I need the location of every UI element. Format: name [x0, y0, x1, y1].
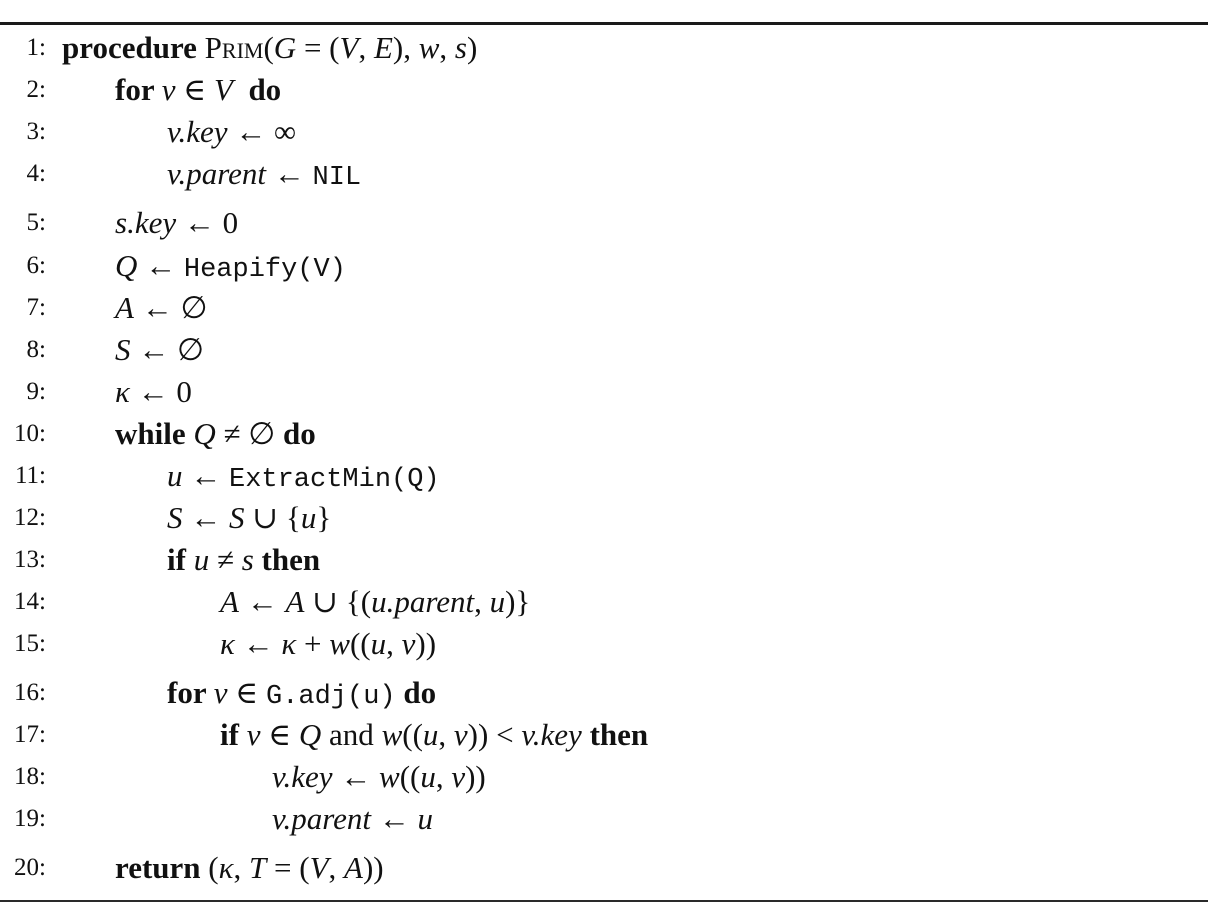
line-code: [167, 112, 296, 152]
math-token: ∈: [260, 717, 299, 752]
line-code: [220, 715, 648, 755]
line-number: 7:: [26, 294, 46, 321]
math-token: T: [249, 850, 267, 885]
math-token: ,: [438, 717, 454, 752]
math-token: v: [401, 626, 416, 661]
keyword: if: [220, 717, 247, 752]
math-token: )): [465, 759, 486, 794]
line-number: 18:: [14, 763, 46, 790]
function-call: ExtractMin(Q): [229, 465, 440, 495]
math-token: Q: [298, 717, 322, 752]
math-token: )): [362, 850, 384, 885]
math-token: s: [241, 542, 254, 577]
math-token: )) <: [467, 717, 522, 752]
line-code: [167, 154, 361, 198]
keyword: for: [115, 72, 162, 107]
function-call: NIL: [312, 163, 362, 193]
line-code: [115, 414, 316, 454]
math-token: ←: [238, 584, 286, 619]
math-token: κ: [220, 626, 235, 661]
line-code: [62, 28, 477, 68]
line-number: 13:: [14, 546, 46, 573]
math-token: u: [417, 801, 433, 836]
line-number: 3:: [26, 118, 46, 145]
math-token: ←: [234, 626, 282, 661]
line-number: 10:: [14, 420, 46, 447]
math-token: ∪ {(: [304, 584, 372, 619]
line-number: 16:: [14, 679, 46, 706]
keyword: for: [167, 675, 214, 710]
math-token: V: [309, 850, 329, 885]
line-code: [115, 848, 384, 888]
keyword: do: [395, 675, 437, 710]
keyword: procedure: [62, 30, 205, 65]
keyword: then: [253, 542, 321, 577]
math-token: ≠: [209, 542, 242, 577]
keyword: do: [232, 72, 282, 107]
math-token: E: [373, 30, 393, 65]
math-token: +: [296, 626, 330, 661]
math-token: A: [344, 850, 363, 885]
line-code: [220, 582, 530, 622]
keyword: return: [115, 850, 209, 885]
math-token: κ: [218, 850, 234, 885]
line-code: [167, 498, 331, 538]
math-token: ,: [386, 626, 402, 661]
math-token: S: [115, 332, 131, 367]
math-token: ,: [474, 584, 490, 619]
math-token: v: [161, 72, 176, 107]
keyword: do: [283, 416, 316, 451]
math-token: κ: [115, 374, 130, 409]
math-token: (: [263, 30, 274, 65]
math-token: ,: [358, 30, 374, 65]
math-token: ←: [182, 458, 229, 493]
math-token: u: [167, 458, 183, 493]
line-number: 5:: [26, 209, 46, 236]
math-token: ,: [439, 30, 455, 65]
math-token: u: [489, 584, 506, 619]
math-token: ,: [233, 850, 249, 885]
line-number: 4:: [26, 160, 46, 187]
line-code: [115, 288, 207, 328]
math-token: ←: [332, 759, 379, 794]
math-token: Q: [115, 248, 138, 283]
top-rule: [0, 22, 1208, 25]
math-token: u: [370, 626, 387, 661]
math-token: S: [229, 500, 245, 535]
math-token: u: [300, 500, 317, 535]
math-token: ←: [182, 500, 229, 535]
math-token: (: [208, 850, 219, 885]
line-number: 8:: [26, 336, 46, 363]
math-token: ,: [328, 850, 344, 885]
math-token: }: [316, 500, 332, 535]
math-token: ,: [435, 759, 452, 794]
math-token: ): [466, 30, 478, 65]
math-token: v.parent: [167, 156, 266, 191]
math-token: v.key: [167, 114, 228, 149]
math-token: w: [329, 626, 350, 661]
math-token: ←: [137, 248, 184, 283]
math-token: and: [321, 717, 382, 752]
line-number: 20:: [14, 854, 46, 881]
math-token: ←: [266, 156, 313, 191]
math-token: ((: [399, 759, 421, 794]
line-code: [167, 540, 320, 580]
line-code: [167, 456, 440, 500]
math-token: u: [422, 717, 439, 752]
math-token: ← ∞: [227, 114, 297, 149]
bottom-rule: [0, 900, 1208, 902]
math-token: A: [220, 584, 239, 619]
math-token: v.parent: [272, 801, 371, 836]
line-number: 19:: [14, 805, 46, 832]
math-token: κ: [281, 626, 297, 661]
math-token: w: [379, 759, 400, 794]
line-code: [115, 372, 192, 412]
keyword: while: [115, 416, 194, 451]
math-token: s: [454, 30, 467, 65]
line-number: 1:: [26, 34, 46, 61]
math-token: v: [451, 759, 466, 794]
math-token: ∈: [227, 675, 266, 710]
line-code: [115, 246, 346, 290]
line-code: [272, 757, 486, 797]
math-token: ←: [371, 801, 418, 836]
line-code: [220, 624, 436, 664]
line-number: 15:: [14, 630, 46, 657]
math-token: u: [420, 759, 436, 794]
line-code: [272, 799, 433, 839]
function-call: Heapify(V): [183, 255, 346, 285]
math-token: v.key: [272, 759, 333, 794]
math-token: ← 0: [129, 374, 192, 409]
math-token: v: [246, 717, 261, 752]
line-code: [167, 673, 436, 717]
line-number: 2:: [26, 76, 46, 103]
math-token: )): [415, 626, 437, 661]
math-token: ← 0: [176, 205, 239, 240]
line-number: 12:: [14, 504, 46, 531]
keyword: if: [167, 542, 194, 577]
line-number: 6:: [26, 252, 46, 279]
math-token: ((: [349, 626, 371, 661]
keyword: then: [581, 717, 649, 752]
math-token: u.parent: [371, 584, 475, 619]
math-token: ∈: [175, 72, 214, 107]
line-number: 17:: [14, 721, 46, 748]
math-token: ← ∅: [130, 332, 205, 367]
function-call: G.adj(u): [266, 682, 396, 712]
math-token: Prim: [204, 30, 264, 65]
math-token: A: [285, 584, 305, 619]
math-token: = (: [296, 30, 340, 65]
math-token: Q: [193, 416, 216, 451]
math-token: = (: [266, 850, 310, 885]
math-token: w: [381, 717, 403, 752]
math-token: w: [418, 30, 440, 65]
math-token: ),: [392, 30, 419, 65]
math-token: ((: [402, 717, 423, 752]
line-code: [115, 70, 281, 110]
line-number: 11:: [14, 462, 46, 489]
math-token: )}: [505, 584, 531, 619]
math-token: ∪ {: [244, 500, 301, 535]
math-token: A: [115, 290, 134, 325]
math-token: ← ∅: [133, 290, 208, 325]
math-token: V: [214, 72, 233, 107]
line-code: [115, 203, 238, 243]
line-code: [115, 330, 204, 370]
math-token: s.key: [115, 205, 177, 240]
math-token: V: [339, 30, 359, 65]
math-token: v.key: [521, 717, 582, 752]
line-number: 14:: [14, 588, 46, 615]
line-number: 9:: [26, 378, 46, 405]
math-token: G: [273, 30, 297, 65]
math-token: v: [453, 717, 468, 752]
math-token: v: [213, 675, 228, 710]
math-token: ≠ ∅: [215, 416, 284, 451]
math-token: u: [193, 542, 210, 577]
math-token: S: [167, 500, 183, 535]
